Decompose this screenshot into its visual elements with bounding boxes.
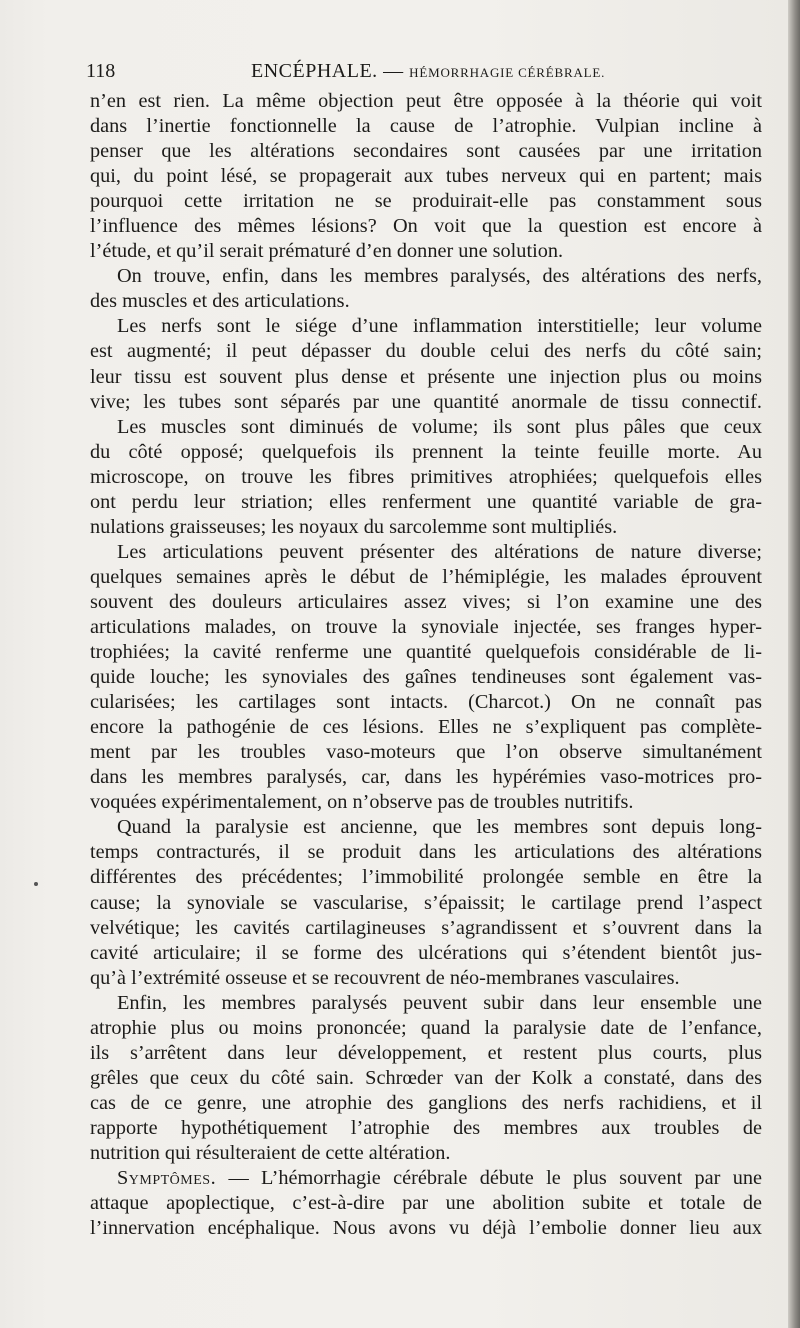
text-line: penser que les altérations secondaires sont causées par une irritation — [90, 140, 762, 163]
text-line: différentes des précédentes; l’immobilité prolongée semble en être la — [90, 866, 762, 889]
text-line: qui, du point lésé, se propagerait aux tubes nerveux qui en partent; mais — [90, 165, 762, 188]
running-title-dash: — — [383, 60, 404, 82]
text-line: Enfin, les membres paralysés peuvent subir dans leur ensemble une — [117, 991, 762, 1014]
text-line: nulations graisseuses; les noyaux du sarcolemme sont multipliés. — [90, 515, 618, 538]
text-line: trophiées; la cavité renferme une quantité quelquefois considérable de li- — [90, 641, 762, 664]
text-line: Quand la paralysie est ancienne, que les membres sont depuis long- — [117, 816, 762, 839]
running-header — [86, 56, 762, 86]
text-line: attaque apoplectique, c’est-à-dire par une abolition subite et totale de — [90, 1192, 762, 1215]
text-line: microscope, on trouve les fibres primitives atrophiées; quelquefois elles — [90, 465, 762, 488]
running-title — [251, 56, 605, 88]
text-line: encore la pathogénie de ces lésions. Elles ne s’expliquent pas complète- — [90, 716, 762, 739]
symptoms-line — [90, 1166, 762, 1191]
text-line: atrophie plus ou moins prononcée; quand la paralysie date de l’enfance, — [90, 1016, 762, 1039]
text-line: rapporte hypothétiquement l’atrophie des membres aux troubles de — [90, 1116, 762, 1139]
text-line: cavité articulaire; il se forme des ulcérations qui s’étendent bientôt jus- — [90, 941, 762, 964]
text-line: des muscles et des articulations. — [90, 290, 350, 313]
section-heading-symptomes: Symptômes. — [117, 1167, 217, 1190]
text-line: vive; les tubes sont séparés par une quantité anormale de tissu connectif. — [90, 390, 762, 413]
text-line: souvent des douleurs articulaires assez vives; si l’on examine une des — [90, 590, 762, 613]
text-line: velvétique; les cavités cartilagineuses s’agrandissent et s’ouvrent dans la — [90, 916, 762, 939]
running-title-sub: HÉMORRHAGIE CÉRÉBRALE. — [409, 65, 606, 80]
text-line: grêles que ceux du côté sain. Schrœder van der Kolk a constaté, dans des — [90, 1066, 762, 1089]
text-line: ont perdu leur striation; elles renferment une quantité variable de gra- — [90, 490, 762, 513]
body-text — [90, 89, 762, 1241]
text-line: quelques semaines après le début de l’hémiplégie, les malades éprouvent — [90, 565, 762, 588]
text-line: dans l’inertie fonctionnelle la cause de l’atrophie. Vulpian incline à — [90, 115, 762, 138]
text-line: nutrition qui résulteraient de cette altération. — [90, 1141, 451, 1164]
running-title-main: ENCÉPHALE. — [251, 60, 378, 82]
text-line: l’étude, et qu’il serait prématuré d’en donner une solution. — [90, 240, 564, 263]
text-line: articulations malades, on trouve la synoviale injectée, ses franges hyper- — [90, 615, 762, 638]
page-number: 118 — [86, 60, 116, 82]
text-line: Les nerfs sont le siége d’une inflammation interstitielle; leur volume — [117, 315, 762, 338]
text-line: qu’à l’extrémité osseuse et se recouvrent de néo-membranes vasculaires. — [90, 966, 680, 989]
text-line: leur tissu est souvent plus dense et présente une injection plus ou moins — [90, 365, 762, 388]
text-line: Les muscles sont diminués de volume; ils sont plus pâles que ceux — [117, 415, 762, 438]
text-line-continuation: — L’hémorrhagie cérébrale débute le plus souvent par une — [216, 1167, 762, 1190]
text-line: dans les membres paralysés, car, dans les hypérémies vaso-motrices pro- — [90, 766, 762, 789]
text-line: l’innervation encéphalique. Nous avons vu déjà l’embolie donner lieu aux — [90, 1217, 762, 1240]
text-line: n’en est rien. La même objection peut être opposée à la théorie qui voit — [90, 90, 762, 112]
text-line: quide louche; les synoviales des gaînes tendineuses sont également vas- — [90, 666, 762, 689]
text-line: temps contracturés, il se produit dans les articulations des altérations — [90, 841, 762, 864]
text-line: pourquoi cette irritation ne se produirait-elle pas constamment sous — [90, 190, 762, 213]
text-line: voquées expérimentalement, on n’observe pas de troubles nutritifs. — [90, 791, 634, 814]
text-line: cularisées; les cartilages sont intacts. (Charcot.) On ne connaît pas — [90, 691, 762, 714]
text-line: On trouve, enfin, dans les membres paralysés, des altérations des nerfs, — [117, 265, 762, 288]
text-line: Les articulations peuvent présenter des altérations de nature diverse; — [117, 540, 762, 563]
text-line: cause; la synoviale se vascularise, s’épaissit; le cartilage prend l’aspect — [90, 891, 762, 914]
text-line: cas de ce genre, une atrophie des ganglions des nerfs rachidiens, et il — [90, 1091, 762, 1114]
text-line: est augmenté; il peut dépasser du double celui des nerfs du côté sain; — [90, 340, 762, 363]
text-line: l’influence des mêmes lésions? On voit que la question est encore à — [90, 215, 762, 238]
text-line: ils s’arrêtent dans leur développement, et restent plus courts, plus — [90, 1041, 762, 1064]
text-line: du côté opposé; quelquefois ils prennent la teinte feuille morte. Au — [90, 440, 762, 463]
book-spine-edge — [788, 0, 800, 1328]
text-line: ment par les troubles vaso-moteurs que l’on observe simultanément — [90, 741, 762, 764]
margin-speck — [34, 882, 38, 886]
